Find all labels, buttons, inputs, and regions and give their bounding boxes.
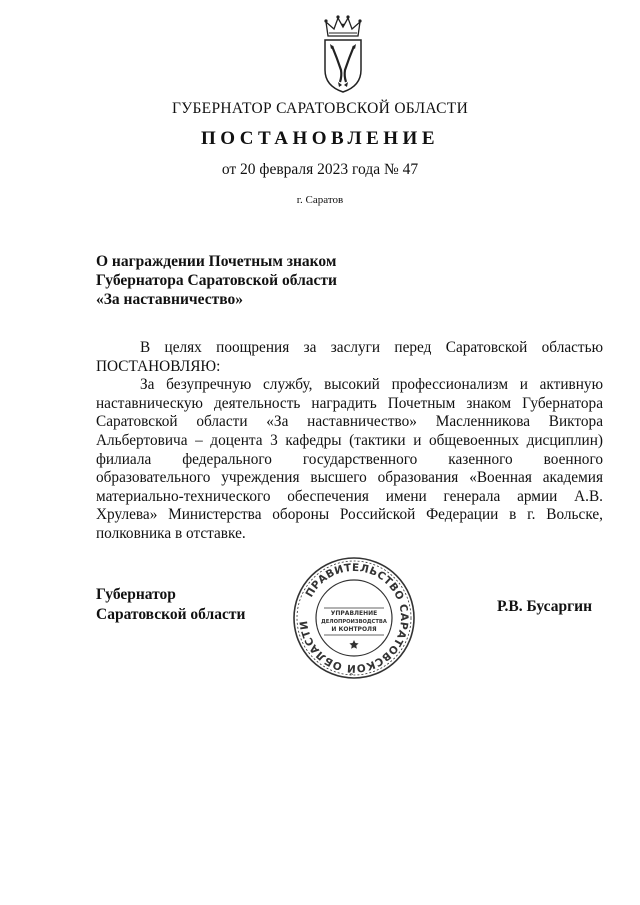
signatory-name: Р.В. Бусаргин	[497, 598, 592, 615]
subject-line: Губернатора Саратовской области	[96, 272, 337, 289]
document-date-number: от 20 февраля 2023 года № 47	[221, 161, 419, 178]
signatory-title-line: Саратовской области	[96, 606, 246, 623]
issuing-authority: ГУБЕРНАТОР САРАТОВСКОЙ ОБЛАСТИ	[171, 100, 469, 117]
signatory-title	[96, 585, 245, 625]
body-paragraph-intro: В целях поощрения за заслуги перед Саратовской областью	[140, 339, 603, 356]
body-paragraph-award: За безупречную службу, высокий профессионализм и активную наставническую деятельность наградить Почетным знаком Губернатора Саратовской области «За наставничество» Масленникова Виктора Альбертовича – доцента 3 кафедры (тактики и общевоенных дисциплин) филиала федерального государственного казенного военного образовательного учреждения высшего образования «Военная академия материально-технического обеспечения имени генерала армии А.В. Хрулева» Министерства обороны Российской Федерации в г. Вольске, полковника в отставке.	[96, 376, 603, 542]
stamp-center-line: И КОНТРОЛЯ	[331, 626, 377, 633]
subject-line: «За наставничество»	[96, 291, 243, 308]
stamp-center-line: УПРАВЛЕНИЕ	[330, 610, 378, 617]
document-city: г. Саратов	[296, 194, 344, 206]
saratov-coat-of-arms-icon	[320, 14, 366, 94]
document-subject	[96, 252, 416, 309]
document-type: ПОСТАНОВЛЕНИЕ	[200, 128, 440, 149]
document-body	[96, 339, 603, 544]
body-paragraph-decree: ПОСТАНОВЛЯЮ:	[96, 357, 221, 375]
stamp-center-line: ДЕЛОПРОИЗВОДСТВА	[321, 619, 387, 625]
subject-line: О награждении Почетным знаком	[96, 253, 337, 270]
stamp-ring-text: ПРАВИТЕЛЬСТВО САРАТОВСКОЙ ОБЛАСТИ	[297, 561, 411, 675]
signatory-title-line: Губернатор	[96, 586, 176, 603]
official-stamp-icon	[292, 556, 416, 680]
